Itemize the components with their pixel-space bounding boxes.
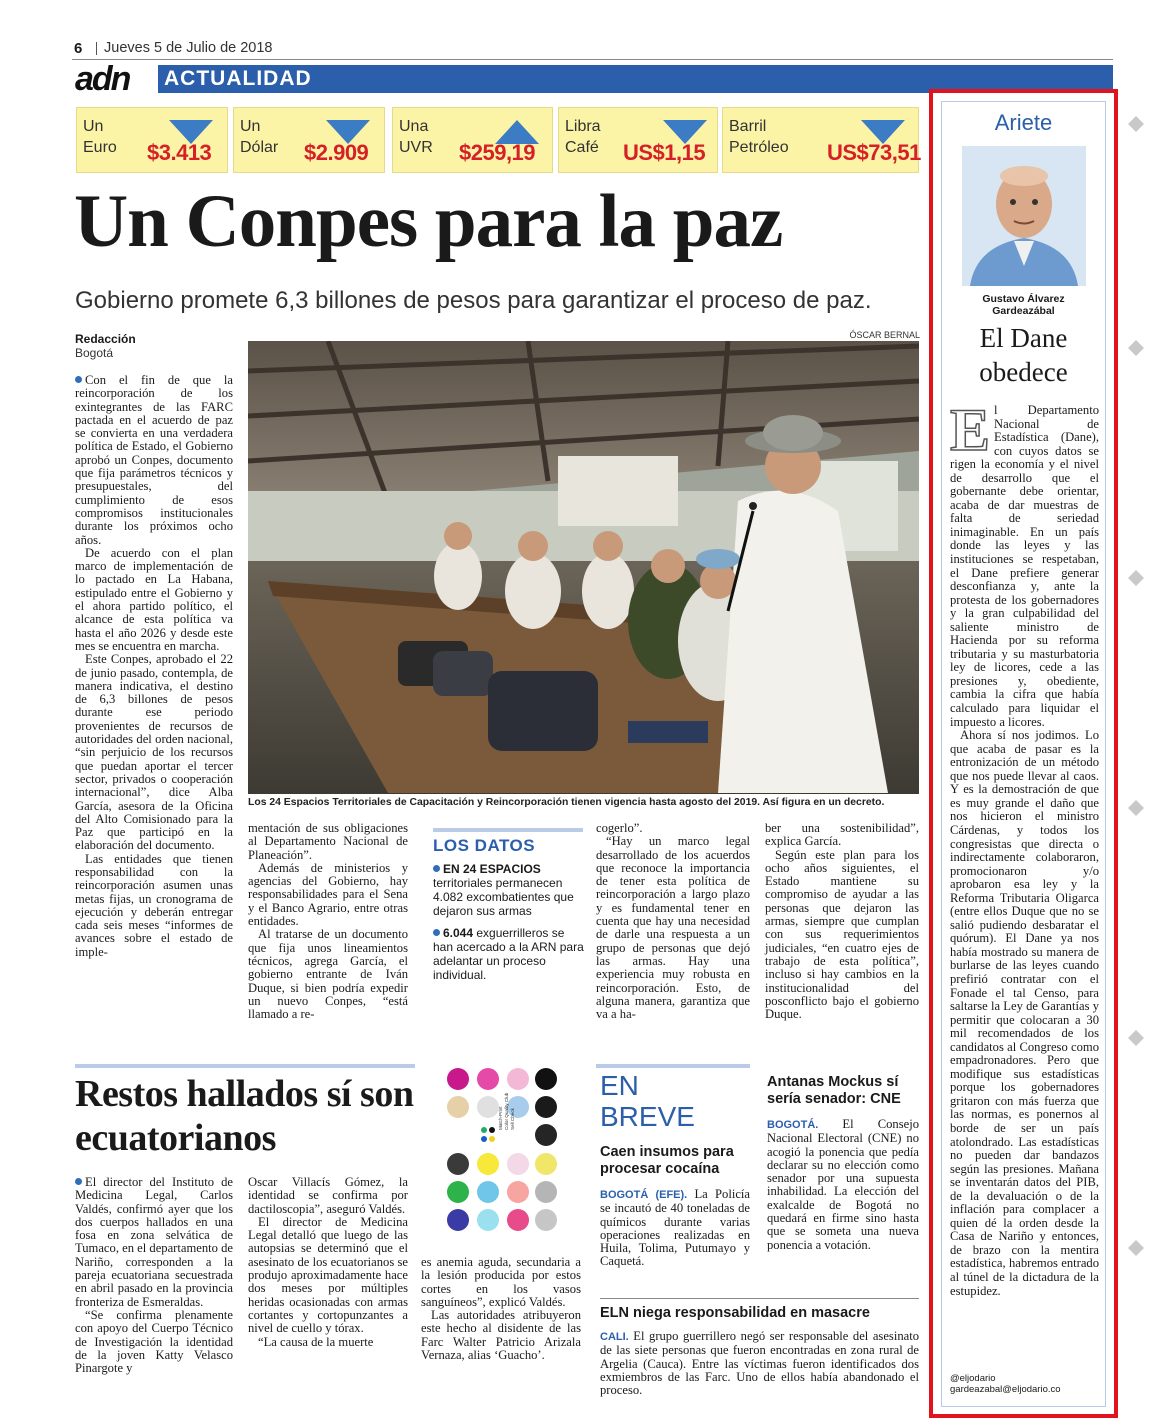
paragraph-text: El director del Instituto de Medicina Legal, Carlos Valdés, confirmó ayer que los dos cuerpos hallados en una fosa en zona selvática de Tumaco, en el departamento de Nariño, corresponden a la pareja ecuatoriana secuestrada en abril pasado en la provincia fronteriza de Esmeraldas.: [75, 1175, 233, 1309]
main-headline: Un Conpes para la paz: [74, 180, 783, 263]
breve-dateline: BOGOTÁ.: [767, 1119, 819, 1131]
bullet-dot-icon: [75, 1178, 82, 1185]
byline-author: Redacción: [75, 332, 136, 346]
page-header: [72, 38, 1113, 60]
breve-text: El Consejo Nacional Electoral (CNE) no acogió la ponencia que pedía declarar su no elección como senador por una supuesta inhabilidad. La elección del exalcalde de Bogotá no quedará en firme sino hasta que se someta una nueva ponencia a votación.: [767, 1117, 919, 1252]
ticker-uvr: [392, 107, 553, 173]
photo-caption: Los 24 Espacios Territoriales de Capacitación y Reincorporación tienen vigencia hasta agosto del 2019. Así figura en un decreto.: [248, 797, 885, 808]
ariete-body: [950, 397, 1099, 1298]
ticker-value: $259,19: [459, 140, 536, 165]
ariete-email: gardeazabal@eljodario.co: [950, 1384, 1061, 1395]
ariete-column: [941, 101, 1106, 1407]
paragraph: [75, 374, 233, 547]
main-col-2: [248, 822, 408, 1021]
paragraph: “La causa de la muerte: [258, 1334, 374, 1349]
byline-location: Bogotá: [75, 346, 114, 360]
ticker-value: $3.413: [147, 140, 212, 165]
paragraph: Oscar Villacís Gómez, la identidad se confirma por dactiloscopia”, aseguró Valdés.: [248, 1175, 408, 1216]
paragraph: Las autoridades atribuyeron este hecho al disidente de las Farc Walter Patricio Arizala Vernaza, alias ‘Guacho’.: [421, 1308, 581, 1363]
datos-item-text: territoriales permanecen 4.082 excombatientes que dejaron sus armas: [433, 876, 574, 918]
page-number: 6: [74, 40, 83, 57]
breve-story1-title: Caen insumos para procesar cocaína: [600, 1144, 734, 1177]
ticker-label: Barril Petróleo: [729, 118, 789, 156]
brand-logo: [75, 62, 155, 96]
color-control-strip: [438, 1064, 564, 1244]
ticker-petroleo: [722, 107, 919, 173]
main-col-5: [765, 822, 919, 1021]
main-col-4: [596, 822, 750, 1021]
bullet-dot-icon: [75, 376, 82, 383]
ariete-headline: El Dane obedece: [979, 323, 1068, 387]
header-divider: [96, 42, 97, 55]
page-date: Jueves 5 de Julio de 2018: [104, 40, 273, 56]
breve-dateline: CALI.: [600, 1331, 629, 1343]
datos-item-bold: EN 24 ESPACIOS: [443, 862, 541, 876]
ariete-contact: [950, 1373, 1102, 1395]
section-label: ACTUALIDAD: [164, 67, 312, 90]
restos-headline: Restos hallados sí son ecuatorianos: [75, 1073, 414, 1159]
main-photo: [248, 341, 919, 794]
bullet-dot-icon: [433, 865, 440, 872]
paragraph: De acuerdo con el plan marco de implementación de lo pactado en La Habana, estipulado entre el Gobierno y el ahora partido político, el alcance de esta política va hasta el año 2026 y desde este mes se encuentra en marcha.: [75, 545, 233, 653]
breve-story2-body: [767, 1118, 919, 1252]
ticker-label: Una UVR: [399, 118, 433, 156]
ariete-author: Gustavo Álvarez Gardeazábal: [982, 293, 1065, 317]
breve-story3-title: ELN niega responsabilidad en masacre: [600, 1305, 870, 1321]
paragraph: Además de ministerios y agencias del Gobierno, hay responsabilidades para el Sena y el Banco Agrario, entre otras entidades.: [248, 860, 408, 929]
paragraph: Ahora sí nos jodimos. Lo que acaba de pasar es la entronización de un método que nos puede llevar al caos. Y es la demostración de que es muy grande el daño que nos hicieron el ministro Cárdenas, y todos los congresistas que directa o indirectamente colaboraron, promocionaron y/o aprobaron esa ley y la Reforma Tributaria Oligarca (entre ellos Duque que no se salió pudiendo desbaratar el quórum). El Dane ya nos había mostrado su manera de burlarse de las leyes cuando prefirió contratar con el Fonade el tal Censo, para saltarse la Ley de Garantías y permitir que colocaran a 30 mil recomendados de los candidatos al Congreso como empadronadores. Pero que modifique sus estadísticas porque los gobernadores gritaron con más fuerza que las normas, es ponernos al borde de ser un país atolondrado. Las estadísticas no pueden dar bandazos según las presiones. Mañana se inventarán datos del PIB, de la devaluación o de la inflación para complacer a quien dé la orden desde la Casa de Nariño y entonces, de brazo con la mentira estadística, habremos entrado al túnel de la dictadura de la estupidez.: [950, 728, 1099, 1298]
ticker-cafe: [558, 107, 718, 173]
ticker-value: US$1,15: [623, 140, 706, 165]
author-portrait: [962, 146, 1086, 286]
datos-item: [433, 926, 585, 982]
breve-label-line: BREVE: [600, 1101, 695, 1132]
author-portrait-illustration: [962, 146, 1086, 286]
breve-story2-title: Antanas Mockus sí sería senador: CNE: [767, 1074, 901, 1107]
restos-top-rule: [75, 1064, 415, 1068]
paragraph: es anemia aguda, secundaria a la lesión producida por estos cortes en los vasos sanguíneos”, explicó Valdés.: [421, 1255, 581, 1309]
datos-item-bold: 6.044: [443, 926, 474, 940]
paragraph-text: Con el fin de que la reincorporación de los exintegrantes de las FARC pactada en el acuerdo de paz se convierta en una verdadera política de Estado, el Gobierno aprobó un Conpes, documento que fija parámetros técnicos y presupuestales, del cumplimiento de esos compromisos institucionales durante los próximos ocho años.: [75, 373, 233, 547]
ticker-value: $2.909: [304, 140, 369, 165]
main-subhead: Gobierno promete 6,3 billones de pesos para garantizar el proceso de paz.: [75, 287, 872, 314]
ariete-handle: @eljodario: [950, 1373, 996, 1384]
datos-item: [433, 862, 585, 918]
datos-item-text: exguerrilleros se han acercado a la ARN para adelantar un proceso individual.: [433, 926, 584, 982]
brand-logo-text: adn: [75, 60, 130, 98]
photo-credit: ÓSCAR BERNAL: [849, 330, 920, 340]
paragraph: [950, 397, 1099, 729]
restos-col-3: [421, 1256, 581, 1362]
ticker-euro: [76, 107, 228, 173]
breve-dateline: BOGOTÁ (EFE).: [600, 1189, 688, 1201]
paragraph: Según este plan para los ocho años siguientes, el Estado mantiene su compromiso de ayudar a las personas que dejaron las armas, siempre que cumplan con sus requerimientos judiciales, “en cuatro ejes de trabajo de esta política”, incluso si hay cambios en la institucionalidad del posconflicto bajo el gobierno Duque.: [765, 847, 919, 1022]
paragraph: El director de Medicina Legal detalló que luego de las autopsias se determinó que el asesinato de los ecuatorianos se produjo aproximadamente hace dos meses por múltiples heridas ocasionadas con armas cortantes y cortopunzantes a nivel de cuello y tórax.: [248, 1214, 408, 1336]
breve-top-rule: [596, 1064, 750, 1068]
restos-col-2: [248, 1176, 408, 1349]
registration-marks: [1124, 110, 1148, 1260]
byline: [75, 332, 225, 360]
datos-title: LOS DATOS: [433, 836, 536, 855]
ariete-section-title: Ariete: [994, 110, 1053, 135]
paragraph: cogerlo”.: [596, 821, 643, 835]
paragraph: ber una sostenibilidad”, explica García.: [765, 821, 919, 849]
breve-story3-rule: [600, 1298, 919, 1299]
color-swatches: [438, 1064, 564, 1244]
bullet-dot-icon: [433, 929, 440, 936]
breve-text: El grupo guerrillero negó ser responsable del asesinato de las siete personas que fueron encontradas en zona rural de Argelia (Cauca). Entre las víctimas fueron identificados dos exmiembros de las Farc. Uno de ellos había abandonado el proceso.: [600, 1329, 919, 1398]
ticker-value: US$73,51: [827, 140, 921, 165]
breve-story3-body: [600, 1330, 919, 1397]
color-strip-text: Match-Print Color Quality Club Sell Check: [498, 1092, 515, 1130]
breve-story1-body: [600, 1188, 750, 1269]
registration-diamonds: [1124, 110, 1148, 1260]
ticker-dolar: [233, 107, 385, 173]
ticker-label: Libra Café: [565, 118, 601, 156]
main-col-1: [75, 374, 233, 959]
paragraph: Este Conpes, aprobado el 22 de junio pasado, contempla, de manera indicativa, el destino de 6,3 billones de pesos durante ese periodo provenientes de recursos de autoridades del orden nacional, “sin perjuicio de los recursos que puedan aportar el tercer sector, privados o cooperación internacional”, dice Alba García, asesora de la Oficina del Alto Comisionado para la Paz que participó en la elaboración del documento.: [75, 652, 233, 853]
paragraph: Al tratarse de un documento que fija unos lineamientos técnicos, agrega García, el gobierno entrante de Iván Duque, si bien podría expedir un nuevo Conpes, “está llamado a re-: [248, 927, 408, 1022]
ticker-label: Un Dólar: [240, 118, 279, 156]
breve-label: [600, 1070, 750, 1132]
ticker-label: Un Euro: [83, 118, 117, 156]
restos-col-1: [75, 1176, 233, 1375]
paragraph: “Se confirma plenamente con apoyo del Cuerpo Técnico de Investigación la identidad de la joven Katty Velasco Pinargote y: [75, 1307, 233, 1376]
photo-illustration: [248, 341, 919, 794]
paragraph: mentación de sus obligaciones al Departamento Nacional de Planeación”.: [248, 821, 408, 862]
breve-label-line: EN: [600, 1070, 639, 1101]
paragraph: [75, 1176, 233, 1309]
datos-box: [433, 828, 585, 982]
breve-text: La Policía se incautó de 40 toneladas de químicos durante varias operaciones realizadas en Huila, Tolima, Putumayo y Caquetá.: [600, 1187, 750, 1269]
paragraph: Las entidades que tienen responsabilidad con la reincorporación asumen unas metas fijas, un cronograma de ejecución y deberán entregar cada seis meses “informes de avances sobre el estado de imple-: [75, 851, 233, 959]
datos-top-rule: [433, 828, 583, 832]
paragraph-text: l Departamento Nacional de Estadística (Dane), con cuyos datos se rigen la economía y el nivel de desarrollo que el gobernante debe orientar, acaba de dar muestras de falta de seriedad inimaginable. En un país donde las leyes y las instituciones se respetaban, el Dane prefiere generar desconfianza y, ante la protesta de los gobernadores y la gran culpabilidad del saliente ministro de Hacienda por su reforma tributaria y su masturbatoria ley de licores, cede a las presiones y, obediente, cambia la cifra que había calculado para liquidar el impuesto a licores.: [950, 403, 1099, 729]
paragraph: “Hay un marco legal desarrollado de los acuerdos que reconoce la importancia de tener esta política de reincorporación a largo plazo y es fundamental tener en cuenta que hay una necesidad de darle una respuesta a un grupo de personas que dejó las armas. Hay una experiencia muy robusta en reincorporación. Esto, de alguna manera, garantiza que va a ha-: [596, 834, 750, 1022]
drop-cap: E: [950, 397, 991, 463]
